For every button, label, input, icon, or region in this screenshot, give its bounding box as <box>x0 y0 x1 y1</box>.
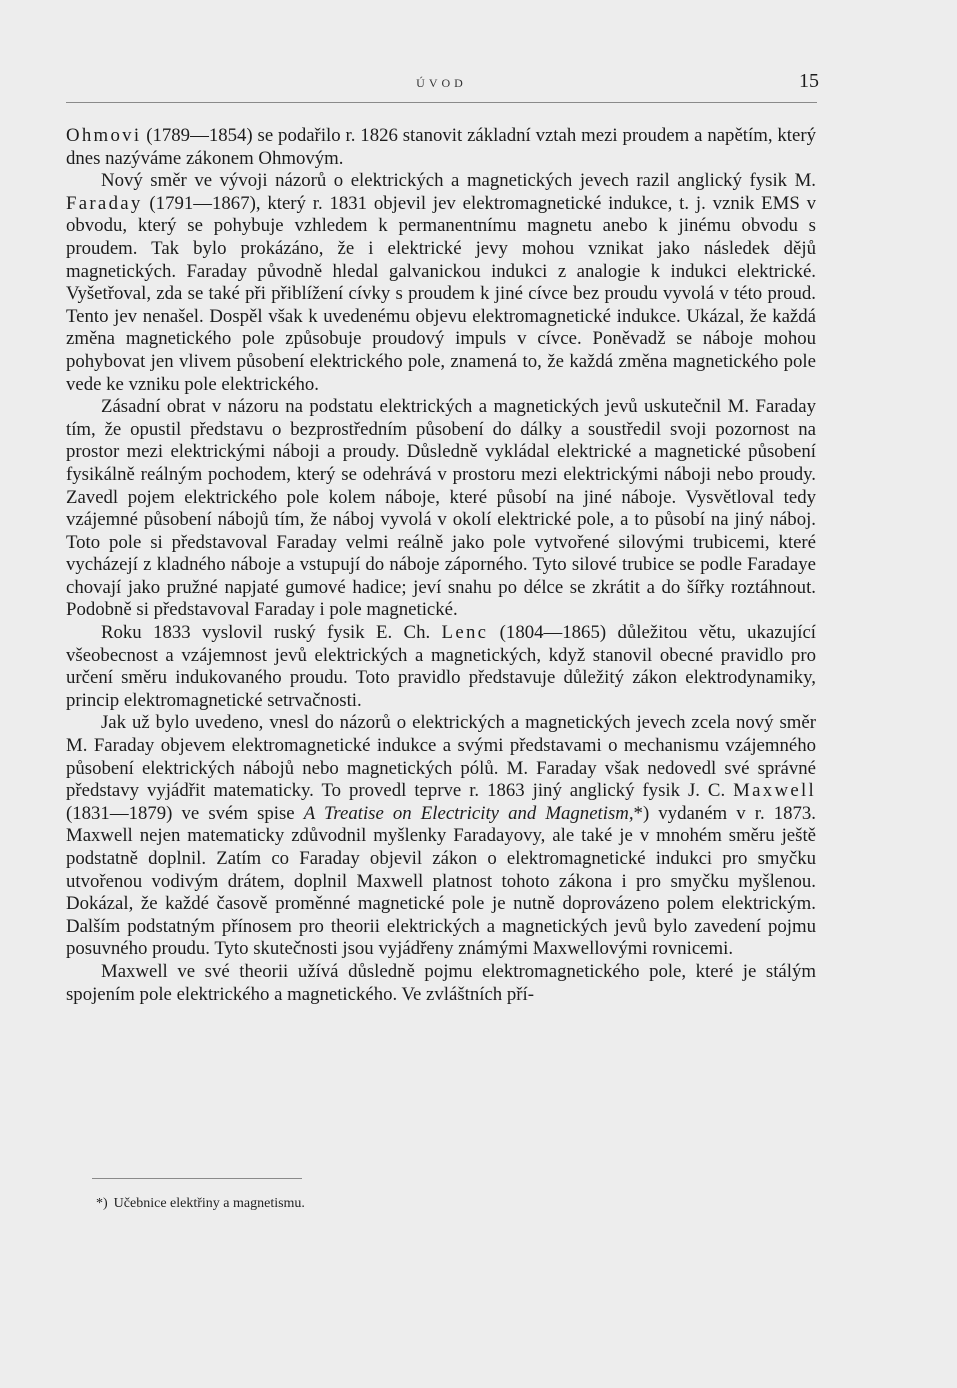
paragraph-4-text-b: (1804—1865) důležitou větu, ukazující všeobecnost a vzájemnost jevů elektrických a magnetických, když stanovil obecné pravidlo pro určení směru indukovaného proudu. Toto pravidlo představuje důležitý zákon elektrodynamiky, princip elektromagnetické setrvačnosti. <box>66 622 816 711</box>
page-header <box>66 70 819 103</box>
body-text <box>66 125 816 1006</box>
paragraph-5 <box>66 712 816 961</box>
paragraph-5-text-c: *) vydaném v r. 1873. Maxwell nejen matematicky zdůvodnil myšlenky Faradayovy, ale také je v mnohém směru ještě podstatně doplnil. Zatím co Faraday objevil zákon o elektromagnetické indukci pro smyčku utvořenou vodivým drátem, doplnil Maxwell platnost tohoto zákona i pro smyčku myšlenou. Dokázal, že každé časově proměnné magnetické pole je nutně doprovázeno polem elektrickým. Dalším podstatným přínosem pro theorii elektrických a magnetických jevů bylo zavedení pojmu posuvného proudu. Tyto skutečnosti jsou vyjádřeny známými Maxwellovými rovnicemi. <box>66 802 816 960</box>
paragraph-3: Zásadní obrat v názoru na podstatu elektrických a magnetických jevů uskutečnil M. Faraday tím, že opustil představu o bezprostředním působení do dálky a soustředil svoji pozornost na prostor mezi elektrickými náboji a proudy. Důsledně vykládal elektrické a magnetické působení fysikálně reálným pochodem, který se odehrává v prostoru mezi elektrickými náboji nebo proudy. Zavedl pojem elektrického pole kolem náboje, které působí na jiné náboje. Vysvětloval tedy vzájemné působení nábojů tím, že náboj vyvolá v okolí elektrické pole, a to působí na jiný náboj. Toto pole si představoval Faraday velmi reálně jako pole vytvořené silovými trubicemi, které vycházejí z kladného náboje a vstupují do náboje záporného. Tyto silové trubice se podle Faradaye chovají jako pružné napjaté gumové hadice; jeví snahu po délce se zkrátit a do šířky roztáhnout. Podobně si představoval Faraday i pole magnetické. <box>66 396 816 621</box>
paragraph-5-text-a: Jak už bylo uvedeno, vnesl do názorů o elektrických a magnetických jevech zcela nový směr M. Faraday objevem elektromagnetické indukce a svými představami o mechanismu vzájemného působení elektrických nábojů nebo magnetických pólů. M. Faraday však nedovedl své správné představy vyjádřit matematicky. To provedl teprve r. 1863 jiný anglický fysik J. C. <box>66 712 816 802</box>
name-ohm: Ohmovi <box>66 125 142 146</box>
running-title: ÚVOD <box>416 76 467 90</box>
paragraph-2-text-a: Nový směr ve vývoji názorů o elektrických a magnetických jevech razil anglický fysik M. <box>101 170 816 192</box>
footnote-mark: *) <box>96 1196 108 1211</box>
footnote-divider <box>92 1178 302 1179</box>
paragraph-1 <box>66 125 816 170</box>
name-lenc: Lenc <box>441 622 489 644</box>
paragraph-6: Maxwell ve své theorii užívá důsledně pojmu elektromagnetického pole, které je stálým spojením pole elektrického a magnetického. Ve zvláštních pří- <box>66 960 816 1005</box>
footnote <box>96 1196 305 1212</box>
paragraph-2-text-b: (1791—1867), který r. 1831 objevil jev elektromagnetické indukce, t. j. vznik EMS v obvodu, který se pohybuje vzhledem k permanentnímu magnetu anebo k jinému obvodu s proudem. Tak bylo prokázáno, že i elektrické jevy mohou vznikat jako následek dějů magnetických. Faraday původně hledal galvanickou indukci z analogie k indukci elektrické. Vyšetřoval, zda se také při přiblížení cívky s proudem k jiné cívce bez proudu vyvolá v této proud. Tento jev nenašel. Dospěl však k uvedenému objevu elektromagnetické indukce. Ukázal, že každá změna magnetického pole způsobuje proudový impuls v cívce. Poněvadž se náboje mohou pohybovat jen vlivem působení elektrického pole, znamená to, že každá změna magnetického pole vede ke vzniku pole elektrického. <box>66 192 816 395</box>
book-title: A Treatise on Electricity and Magnetism, <box>303 802 634 824</box>
paragraph-5-text-b: (1831—1879) ve svém spise <box>66 802 304 824</box>
name-faraday: Faraday <box>66 192 143 214</box>
paragraph-4-text-a: Roku 1833 vyslovil ruský fysik E. Ch. <box>101 622 442 644</box>
paragraph-1-text: (1789—1854) se podařilo r. 1826 stanovit základní vztah mezi proudem a napětím, který dnes nazýváme zákonem Ohmovým. <box>66 125 816 169</box>
page-number: 15 <box>799 70 819 92</box>
paragraph-4 <box>66 622 816 712</box>
name-maxwell: Maxwell <box>733 780 816 802</box>
paragraph-2 <box>66 170 816 396</box>
footnote-text: Učebnice elektřiny a magnetismu. <box>113 1196 305 1211</box>
